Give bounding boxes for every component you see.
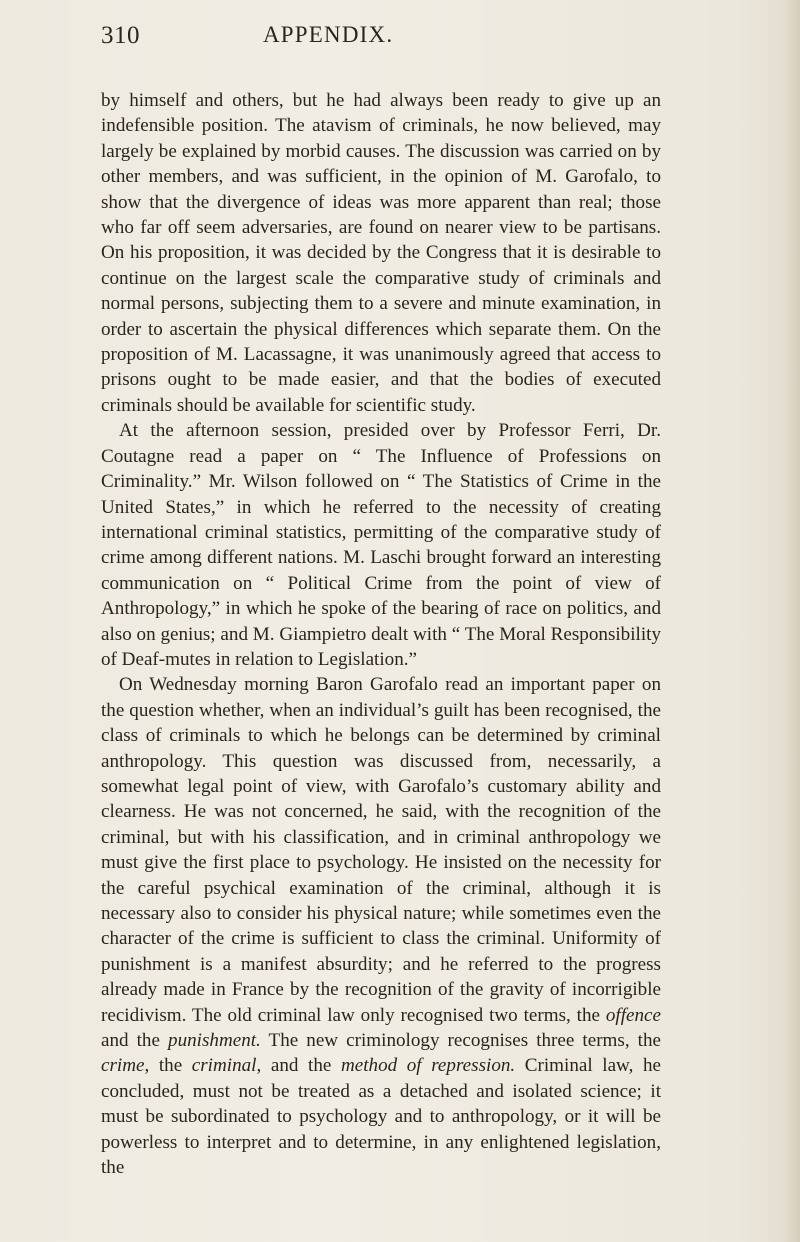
- text-run: and the: [101, 1030, 169, 1052]
- text-run: On Wednesday morning Baron Garofalo read an important paper on the question whether, when an individual’s guilt has been recognised, the class of criminals to which he belongs can be determined by criminal anthropology. This question was discussed from, necessarily, a somewhat legal point of view, with Garofalo’s customary ability and clearness. He was not concerned, he said, with the recognition of the criminal, but with his classification, and in criminal anthropology we must give the first place to psychology. He insisted on the necessity for the careful psychical examination of the criminal, although it is necessary also to consider his physical nature; while sometimes even the character of the crime is sufficient to class the criminal. Uniformity of punishment is a manifest absurdity; and he referred to the progress already made in France by the recognition of the gravity of incorrigible recidivism. The old criminal law only recognised two terms, the: [101, 674, 661, 1026]
- italic-term-criminal: criminal: [191, 1055, 257, 1077]
- italic-term-crime: crime: [101, 1055, 145, 1077]
- italic-term-punishment: punishment.: [168, 1030, 261, 1052]
- page-edge-shadow: [782, 0, 800, 1242]
- text-run: by himself and others, but he had always been ready to give up an indefensible position. The atavism of criminals, he now believed, may largely be explained by morbid causes. The discussion was carried on by other members, and was sufficient, in the opinion of M. Garofalo, to show that the divergence of ideas was more apparent than real; those who far off seem adversaries, are found on nearer view to be partisans. On his proposition, it was decided by the Congress that it is desirable to continue on the largest scale the comparative study of criminals and normal persons, subjecting them to a severe and minute examination, in order to ascertain the physical differences which separate them. On the proposition of M. Lacassagne, it was unanimously agreed that access to prisons ought to be made easier, and that the bodies of executed criminals should be available for scientific study.: [101, 90, 661, 416]
- paragraph-1: [101, 88, 661, 418]
- body-text: [101, 88, 661, 1180]
- text-run: , and the: [256, 1055, 341, 1077]
- paragraph-2: [101, 418, 661, 672]
- text-run: Criminal law, he concluded, must not be treated as a detached and isolated science; it must be subordinated to psychology and to anthropology, or it will be powerless to interpret and to determine, in any enlightened legislation, the: [101, 1055, 661, 1179]
- italic-term-method-of-repression: method of repression.: [340, 1055, 516, 1077]
- paragraph-3: [101, 672, 661, 1180]
- page-number: 310: [101, 22, 140, 49]
- italic-term-offence: offence: [605, 1004, 661, 1026]
- text-run: , the: [144, 1055, 192, 1077]
- page-header: [101, 18, 661, 52]
- running-head: APPENDIX.: [263, 22, 394, 47]
- text-run: The new criminology recognises three terms, the: [260, 1030, 661, 1052]
- text-run: At the afternoon session, presided over by Professor Ferri, Dr. Coutagne read a paper on “ The Influence of Professions on Criminality.” Mr. Wilson followed on “ The Statistics of Crime in the United States,” in which he referred to the necessity of creating international criminal statistics, permitting of the comparative study of crime among different nations. M. Laschi brought forward an interesting communication on “ Political Crime from the point of view of Anthropology,” in which he spoke of the bearing of race on politics, and also on genius; and M. Giampietro dealt with “ The Moral Responsibility of Deaf-mutes in relation to Legislation.”: [101, 420, 661, 670]
